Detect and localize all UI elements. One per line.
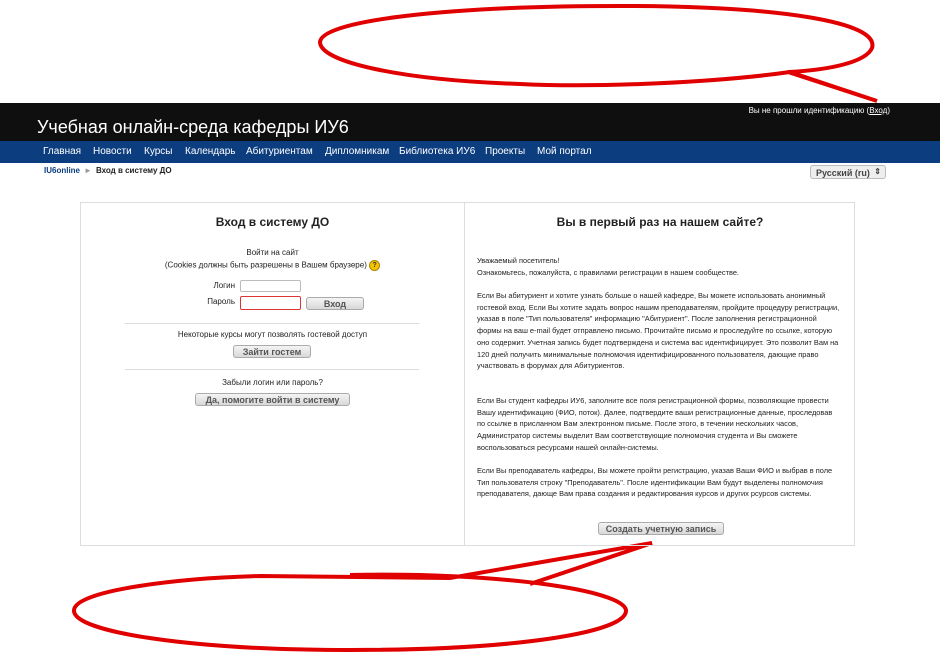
login-info [749,106,890,115]
cookies-note-text: (Cookies должны быть разрешены в Вашем браузере) [164,260,367,270]
login-panel [80,202,855,546]
signup-intro-text: Ознакомьтесь, пожалуйста, с правилами регистрации в нашем сообществе. [477,267,739,277]
cookies-note [81,260,464,271]
page-header [0,103,940,141]
nav-item-applicants[interactable]: Абитуриентам [246,146,313,157]
create-account-button[interactable]: Создать учетную запись [598,522,724,535]
signup-paragraph-teachers: Если Вы преподаватель кафедры, Вы можете пройти регистрацию, указав Ваши ФИО и выбрав в поле Тип пользователя строку "Преподаватель". После идентификации Вам будут выделены полномочия преподавателя, дающе Вам права создания и редактирования курсов и других рсурсов системы. [477,466,833,499]
signup-paragraph-applicants: Если Вы абитуриент и хотите узнать больше о нашей кафедре, Вы можете использовать анонимный гостевой вход. Если Вы хотите задать вопрос нашим преподавателям, пройдите процедуру регистрации, указав в поле "Тип пользователя" информацию "Абитуриент". После заполнения регистрационной формы на ваш e-mail будет отправлено письмо. Прочитайте письмо и проследуйте по ссылке, которую оно содержит. Учетная запись будет подтверждена и система вас идентифицирует. Это позволит Вам на 120 дней получить минимальные полномочия идентифицированного пользователя, дающие право участвовать в форумах для Абитуриентов. [477,291,840,371]
nav-item-projects[interactable]: Проекты [485,146,526,157]
help-icon[interactable]: ? [369,260,380,271]
signup-title: Вы в первый раз на нашем сайте? [556,215,764,229]
site-title: Учебная онлайн-среда кафедры ИУ6 [37,117,349,137]
breadcrumb-home[interactable]: IU6online [44,166,81,175]
nav-item-my-portal[interactable]: Мой портал [537,146,592,157]
guest-note: Некоторые курсы могут позволять гостевой доступ [177,330,368,339]
signup-intro [477,255,842,278]
nav-item-library[interactable]: Библиотека ИУ6 [399,146,476,157]
nav-item-news[interactable]: Новости [93,146,132,157]
login-subtitle: Войти на сайт [246,248,299,257]
language-select[interactable] [810,165,886,179]
username-input[interactable] [240,280,301,292]
login-info-close: ) [887,106,890,115]
select-arrows-icon: ⇕ [874,167,881,176]
forgot-text: Забыли логин или пароль? [222,378,323,387]
login-link[interactable]: Вход [869,106,888,115]
signup-paragraph-students: Если Вы студент кафедры ИУ6, заполните все поля регистрационной формы, позволяющие провести Вашу идентификацию (ФИО, поток). Далее, подтвердите ваши регистрационные данные, проследовав по ссылке в присланном Вам электронном письме. После этого, в течении нескольких часов, Администратор системы выделит Вам соответствующие полномочия студента и Вы сможете воспользоваться ресурсами нашей онлайн-системы. [477,396,833,452]
breadcrumb-current: Вход в систему ДО [95,166,172,175]
breadcrumb [44,166,172,175]
nav-item-graduates[interactable]: Дипломникам [325,146,390,157]
nav-item-calendar[interactable]: Календарь [185,146,236,157]
panel-divider [464,203,465,545]
guest-login-button[interactable]: Зайти гостем [233,345,311,358]
annotation-top-callout [320,6,877,101]
language-select-value: Русский (ru) [816,168,870,178]
password-label: Пароль [207,297,235,306]
password-input[interactable] [240,296,301,310]
breadcrumb-separator: ► [84,166,92,175]
main-nav [0,141,940,163]
login-info-text: Вы не прошли идентификацию ( [748,106,870,115]
forgot-password-button[interactable]: Да, помогите войти в систему [195,393,350,406]
login-title: Вход в систему ДО [215,215,330,229]
username-label: Логин [213,281,235,290]
login-button[interactable]: Вход [306,297,364,310]
annotation-bottom-callout [74,543,652,650]
login-separator-1 [125,323,419,324]
nav-item-home[interactable]: Главная [43,146,82,157]
nav-item-courses[interactable]: Курсы [144,146,173,157]
signup-greeting: Уважаемый посетитель! [477,256,560,265]
login-separator-2 [125,369,419,370]
